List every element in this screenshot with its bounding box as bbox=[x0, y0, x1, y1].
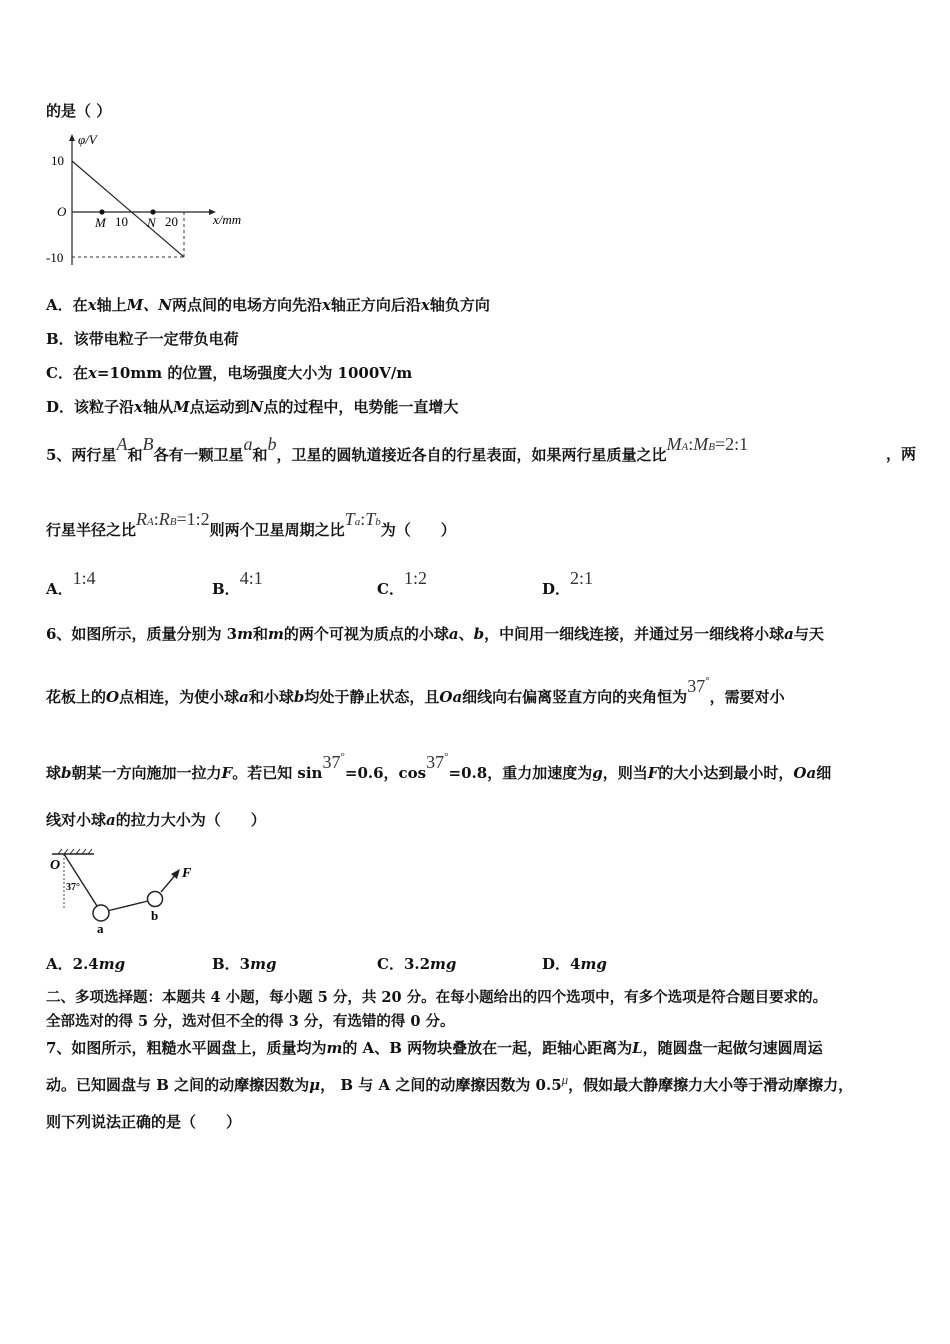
y-axis-arrow bbox=[69, 134, 75, 141]
label-a: a bbox=[97, 921, 104, 934]
label-angle: 37° bbox=[66, 882, 80, 893]
potential-line bbox=[72, 161, 184, 257]
q5-option-d: D．2:1 bbox=[542, 568, 594, 598]
q4-option-b: B．该带电粒子一定带负电荷 bbox=[46, 330, 239, 348]
q6-option-a: A．2.4mg bbox=[46, 955, 126, 973]
mass-ratio: MA:MB=2:1 bbox=[666, 434, 749, 454]
q4-option-d: D．该粒子沿x轴从M点运动到N点的过程中，电势能一直增大 bbox=[46, 398, 459, 416]
m-label: M bbox=[95, 215, 106, 230]
x-axis-label: x/mm bbox=[213, 212, 242, 227]
q6-line-1: 6、如图所示，质量分别为 3m和m的两个可视为质点的小球a、b，中间用一细线连接，并通过另一细线将小球a与天 bbox=[46, 625, 824, 643]
q4-option-a: A．在x轴上M、N两点间的电场方向先沿x轴正方向后沿x轴负方向 bbox=[46, 296, 490, 314]
string-oa bbox=[64, 854, 97, 906]
q4-option-c: C．在x=10mm 的位置，电场强度大小为 1000V/m bbox=[46, 364, 413, 382]
q7-line-1: 7、如图所示，粗糙水平圆盘上，质量均为m的 A、B 两物块叠放在一起，距轴心距离为L，随圆盘一起做匀速圆周运 bbox=[46, 1039, 823, 1057]
string-ab bbox=[107, 901, 148, 911]
n-label: N bbox=[147, 215, 156, 230]
section2-line-2: 全部选对的得 5 分，选对但不全的得 3 分，有选错的得 0 分。 bbox=[46, 1013, 455, 1030]
q7-line-2: 动。已知圆盘与 B 之间的动摩擦因数为μ， B 与 A 之间的动摩擦因数为 0.5μ，假如最大静摩擦力大小等于滑动摩擦力， bbox=[46, 1072, 854, 1094]
top-line-text: 的是（ ） bbox=[46, 102, 112, 120]
label-o: O bbox=[50, 858, 61, 873]
period-ratio: Ta:Tb bbox=[344, 509, 381, 529]
ball-a bbox=[93, 905, 109, 921]
label-b: b bbox=[151, 908, 159, 923]
y-tick-10: 10 bbox=[51, 153, 64, 168]
point-n bbox=[150, 209, 155, 214]
y-axis-label: φ/V bbox=[78, 132, 97, 147]
q5-option-a: A．1:4 bbox=[46, 568, 96, 598]
label-f: F bbox=[182, 866, 192, 881]
origin-label: O bbox=[57, 204, 67, 219]
q5-option-b: B．4:1 bbox=[212, 568, 263, 598]
y-tick-minus10: -10 bbox=[46, 250, 64, 265]
q5-line-2: 行星半径之比RA:RB=1:2则两个卫星周期之比Ta:Tb为（ ） bbox=[46, 509, 456, 539]
x-tick-10: 10 bbox=[115, 214, 128, 229]
q6-line-2: 花板上的O点相连，为使小球a和小球b均处于静止状态，且Oa细线向右偏离竖直方向的夹角恒为37°，需要对小 bbox=[46, 675, 785, 706]
ball-b bbox=[148, 892, 163, 907]
q6-option-b: B．3mg bbox=[212, 955, 277, 973]
q6-option-c: C．3.2mg bbox=[377, 955, 457, 973]
point-m bbox=[99, 209, 104, 214]
potential-graph bbox=[44, 130, 264, 270]
q6-line-4: 线对小球a的拉力大小为（ ） bbox=[46, 811, 266, 829]
q5-line-1: 5、两行星A和B各有一颗卫星a和b，卫星的圆轨道接近各自的行星表面，如果两行星质量之比MA:MB=2:1 ，两 bbox=[46, 434, 916, 464]
section2-line-1: 二、多项选择题：本题共 4 小题，每小题 5 分，共 20 分。在每小题给出的四个选项中，有多个选项是符合题目要求的。 bbox=[46, 989, 828, 1006]
q7-line-3: 则下列说法正确的是（ ） bbox=[46, 1113, 242, 1131]
q6-line-3: 球b朝某一方向施加一拉力F。若已知 sin37°=0.6，cos37°=0.8，重力加速度为g，则当F的大小达到最小时，Oa细 bbox=[46, 751, 832, 782]
q6-figure bbox=[44, 848, 204, 934]
q5-option-c: C．1:2 bbox=[377, 568, 427, 598]
question-continuation bbox=[46, 101, 111, 121]
radius-ratio: RA:RB=1:2 bbox=[136, 509, 210, 529]
x-tick-20: 20 bbox=[165, 214, 178, 229]
q6-option-d: D．4mg bbox=[542, 955, 607, 973]
